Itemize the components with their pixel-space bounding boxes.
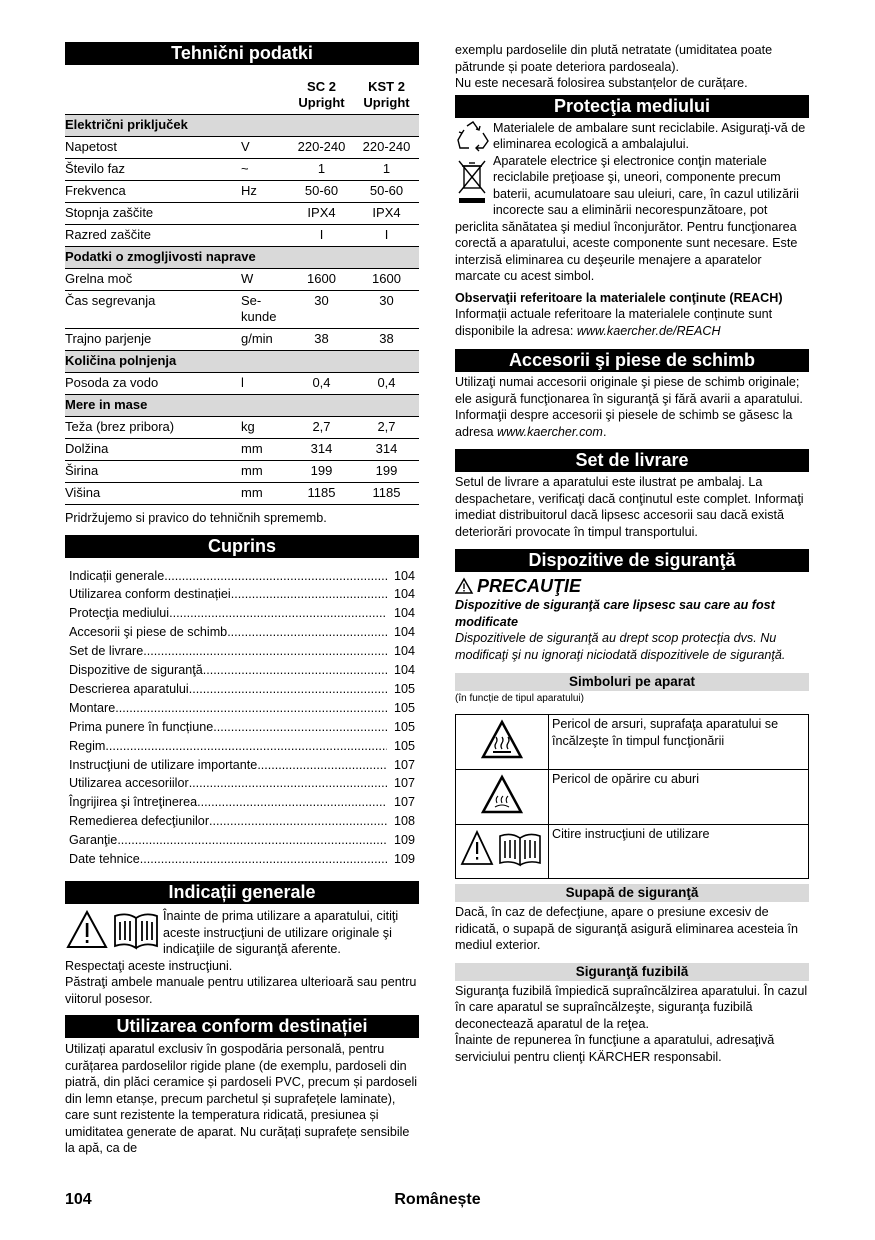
toc-leader	[209, 812, 387, 831]
table-cell-label: Širina	[65, 461, 241, 483]
indicatii-title: Indicații generale	[65, 881, 419, 904]
toc-item-label: Date tehnice	[69, 852, 140, 867]
indicatii-p2: Respectaţi aceste instrucţiuni.	[65, 958, 233, 973]
indicatii-p3: Păstraţi ambele manuale pentru utilizarea ulterioară sau pentru viitorul posesor.	[65, 975, 417, 1006]
table-cell-v2: 220-240	[354, 137, 419, 159]
table-cell-v1: 1600	[289, 269, 354, 291]
toc-item-label: Utilizarea conform destinației	[69, 587, 231, 602]
toc-item[interactable]	[69, 661, 415, 680]
precautie-title: PRECAUŢIE	[477, 576, 582, 596]
toc-item[interactable]	[69, 604, 415, 623]
table-cell-label: Razred zaščite	[65, 225, 241, 247]
toc-item[interactable]	[69, 623, 415, 642]
toc-item-label: Prima punere în funcțiune	[69, 719, 214, 734]
table-cell-v1: IPX4	[289, 203, 354, 225]
toc-item-label: Descrierea aparatului	[69, 681, 189, 696]
simboluri-title: Simboluri pe aparat	[455, 673, 809, 691]
toc-item[interactable]	[69, 737, 415, 756]
table-cell-unit: Se- kunde	[241, 291, 289, 329]
toc-leader	[143, 642, 387, 661]
toc-item[interactable]	[69, 793, 415, 812]
hot-surface-icon	[456, 715, 549, 770]
table-section-heading: Količina polnjenja	[65, 351, 419, 373]
toc-leader	[197, 793, 387, 812]
toc-item[interactable]	[69, 756, 415, 775]
reach-text: Informații actuale referitoare la materialele conținute sunt disponibile la adresa: www.kaercher.de/REACH	[455, 307, 773, 338]
table-cell-label: Frekvenca	[65, 181, 241, 203]
table-cell-v2: 1600	[354, 269, 419, 291]
toc-item-label: Dispozitive de siguranţă	[69, 663, 203, 678]
footer-language: Românește	[394, 1191, 481, 1208]
col-header-kst2: KST 2 Upright	[354, 65, 419, 115]
toc-item-label: Instrucţiuni de utilizare importante	[69, 757, 258, 772]
toc-item[interactable]	[69, 699, 415, 718]
table-cell-v2: 1185	[354, 483, 419, 505]
toc-item-page: 105	[393, 681, 415, 696]
table-cell-label: Napetost	[65, 137, 241, 159]
toc-item-label: Îngrijirea şi întreţinerea	[69, 795, 198, 810]
table-cell-unit: g/min	[241, 329, 289, 351]
table-row	[65, 373, 419, 395]
set-title: Set de livrare	[455, 449, 809, 472]
weee-bin-icon	[455, 156, 493, 208]
supapa-title: Supapă de siguranţă	[455, 884, 809, 902]
kaercher-link[interactable]: www.kaercher.com	[497, 424, 603, 439]
table-cell-unit: mm	[241, 461, 289, 483]
set-p1: Setul de livrare a aparatului este ilustrat pe ambalaj. La despachetare, verificaţi dacă conţinutul este complet. Informaţi imediat distribuitorul dacă lipsesc accesorii sau dacă există deteriorări provocate în timpul transportului.	[455, 475, 804, 539]
table-cell-v1: 38	[289, 329, 354, 351]
toc-leader	[227, 623, 387, 642]
table-section-heading: Električni priključek	[65, 115, 419, 137]
symbol-row	[456, 770, 809, 825]
table-row	[65, 439, 419, 461]
toc-item-label: Protecţia mediului	[69, 606, 170, 621]
table-cell-v2: 314	[354, 439, 419, 461]
warning-manual-icons	[65, 908, 161, 952]
toc-item-page: 104	[393, 587, 415, 602]
table-cell-v2: 38	[354, 329, 419, 351]
table-cell-label: Teža (brez pribora)	[65, 417, 241, 439]
toc-item-page: 104	[393, 606, 415, 621]
read-manual-icons	[456, 825, 549, 879]
toc-item-label: Garanţie	[69, 833, 118, 848]
table-cell-v2: 1	[354, 159, 419, 181]
table-section-heading: Podatki o zmogljivosti naprave	[65, 247, 419, 269]
toc-item-page: 107	[393, 757, 415, 772]
symbol-text: Pericol de arsuri, suprafaţa aparatului se încălzeşte în timpul funcţionării	[549, 715, 809, 770]
warning-triangle-icon	[68, 912, 106, 947]
toc-item-page: 109	[393, 852, 415, 867]
toc-item-label: Set de livrare	[69, 644, 144, 659]
toc-item-label: Utilizarea accesoriilor	[69, 776, 189, 791]
table-cell-unit	[241, 225, 289, 247]
utilizarea-title: Utilizarea conform destinației	[65, 1015, 419, 1038]
fuzibila-text2: Înainte de repunerea în funcţiune a aparatului, adresaţivă serviciului pentru clienţi KÄRCHER responsabil.	[455, 1033, 775, 1064]
toc-item-page: 104	[393, 625, 415, 640]
table-cell-v2: 199	[354, 461, 419, 483]
symbol-text: Citire instrucţiuni de utilizare	[549, 825, 809, 879]
table-cell-v1: 0,4	[289, 373, 354, 395]
recycle-icon	[455, 120, 493, 156]
table-cell-label: Višina	[65, 483, 241, 505]
utilizarea-p3: Nu este necesară folosirea substanțelor de curățare.	[455, 76, 748, 90]
tech-table	[65, 65, 419, 505]
toc-item[interactable]	[69, 774, 415, 793]
toc-leader	[105, 737, 387, 756]
table-cell-label: Trajno parjenje	[65, 329, 241, 351]
dispozitive-title: Dispozitive de siguranţă	[455, 549, 809, 572]
symbol-row	[456, 825, 809, 879]
toc-item[interactable]	[69, 850, 415, 869]
toc-item-label: Remedierea defecţiunilor	[69, 814, 210, 829]
fuzibila-text1: Siguranţa fuzibilă împiedică supraîncălzirea aparatului. În cazul în care aparatul se supraîncălzeşte, siguranţa fuzibilă deconectează aparatul de la reţea.	[455, 983, 808, 1031]
table-cell-v2: 30	[354, 291, 419, 329]
toc-leader	[189, 680, 387, 699]
table-row	[65, 417, 419, 439]
table-row	[65, 461, 419, 483]
toc-item-page: 105	[393, 719, 415, 734]
table-cell-unit: W	[241, 269, 289, 291]
toc-leader	[231, 585, 387, 604]
manual-book-icon	[115, 914, 157, 948]
table-cell-unit: mm	[241, 439, 289, 461]
toc-item[interactable]	[69, 718, 415, 737]
toc-item-label: Indicații generale	[69, 568, 165, 583]
toc-leader	[164, 567, 387, 586]
table-cell-v2: IPX4	[354, 203, 419, 225]
table-cell-unit: l	[241, 373, 289, 395]
protectia-title: Protecţia mediului	[455, 95, 809, 118]
toc-leader	[257, 756, 387, 775]
toc-item-label: Regim	[69, 738, 106, 753]
toc-item-label: Montare	[69, 700, 116, 715]
indicatii-p1: Înainte de prima utilizare a aparatului, citiţi aceste instrucţiuni de utilizare originale şi indicaţiile de siguranţă aferente.	[163, 909, 399, 956]
toc-leader	[189, 774, 387, 793]
warning-triangle-icon	[455, 577, 477, 595]
table-cell-v2: 2,7	[354, 417, 419, 439]
precautie-heading	[455, 575, 809, 597]
protectia-body	[455, 120, 809, 340]
protectia-p1: Materialele de ambalare sunt reciclabile. Asiguraţi-vă de eliminarea ecologică a ambalajului.	[493, 120, 806, 151]
precautie-subtitle: Dispozitive de siguranţă care lipsesc sau care au fost modificate	[455, 598, 775, 629]
fuzibila-title: Siguranţă fuzibilă	[455, 963, 809, 981]
protectia-p2: Aparatele electrice şi electronice conţin materiale reciclabile preţioase şi, uneori, componente precum baterii, acumulatoare sau uleiuri, care, în cazul utilizării incorecte sau a eliminării necorespunzătoare, pot periclita sănătatea şi mediul înconjurător. Pentru funcţionarea corectă a aparatului, aceste componente sunt necesare. Este interzisă eliminarea cu deşeurile menajere a aparatelor marcate cu acest simbol.	[455, 153, 799, 283]
steam-scald-icon	[456, 770, 549, 825]
toc-leader	[117, 831, 387, 850]
table-row	[65, 329, 419, 351]
table-row	[65, 269, 419, 291]
toc-item-page: 104	[393, 568, 415, 583]
precautie-text: Dispozitivele de siguranţă au drept scop protecţia dvs. Nu modificaţi şi nu ignoraţi niciodată dispozitivele de siguranţă.	[455, 631, 786, 662]
toc-item-page: 109	[393, 833, 415, 848]
table-cell-v1: 50-60	[289, 181, 354, 203]
toc-leader	[203, 661, 387, 680]
table-cell-label: Grelna moč	[65, 269, 241, 291]
table-cell-v1: I	[289, 225, 354, 247]
table-cell-label: Dolžina	[65, 439, 241, 461]
simboluri-note: (în funcție de tipul aparatului)	[455, 693, 584, 704]
toc-item-page: 105	[393, 738, 415, 753]
toc-item[interactable]	[69, 567, 415, 586]
table-cell-v1: 30	[289, 291, 354, 329]
toc-leader	[169, 604, 387, 623]
utilizarea-p2: exemplu pardoselile din plută netratate (umiditatea poate pătrunde și poate deteriora pardoseala).	[455, 43, 773, 74]
symbol-text: Pericol de opărire cu aburi	[549, 770, 809, 825]
table-cell-v2: 0,4	[354, 373, 419, 395]
accesorii-title: Accesorii şi piese de schimb	[455, 349, 809, 372]
tech-title: Tehnični podatki	[65, 42, 419, 65]
toc-item-label: Accesorii şi piese de schimb	[69, 625, 228, 640]
indicatii-body	[65, 908, 419, 1007]
warning-triangle-icon	[462, 832, 492, 864]
toc-leader	[140, 850, 387, 869]
toc-leader	[115, 699, 387, 718]
reach-title: Observaţii referitoare la materialele conţinute (REACH)	[455, 290, 783, 305]
table-row	[65, 291, 419, 329]
col-header-sc2: SC 2 Upright	[289, 65, 354, 115]
toc-item-page: 107	[393, 776, 415, 791]
table-row	[65, 483, 419, 505]
table-cell-unit: Hz	[241, 181, 289, 203]
table-cell-v1: 2,7	[289, 417, 354, 439]
toc-item-page: 105	[393, 700, 415, 715]
table-row	[65, 225, 419, 247]
table-cell-v1: 220-240	[289, 137, 354, 159]
table-row	[65, 159, 419, 181]
table-cell-v2: 50-60	[354, 181, 419, 203]
symbols-table	[455, 714, 809, 879]
toc-item-page: 107	[393, 795, 415, 810]
symbol-row	[456, 715, 809, 770]
supapa-text: Dacă, în caz de defecţiune, apare o presiune excesiv de ridicată, o supapă de siguranţă asigură eliminarea acesteia în mediul exterior.	[455, 905, 799, 952]
utilizarea-p1: Utilizați aparatul exclusiv în gospodăria personală, pentru curățarea pardoselilor rigide plane (de exemplu, pardoseli din piatră, din plăci ceramice și pardoseli PVC, precum și pardoseli din lemn etanșe, precum parchetul și suprafețele laminate), care sunt rezistente la temperatura ridicată, presiunea și umiditatea generate de aparat. Nu curățați suprafețe sensibile la apă, ca de	[65, 1042, 418, 1155]
table-cell-v1: 314	[289, 439, 354, 461]
toc-item[interactable]	[69, 812, 415, 831]
table-cell-v1: 1	[289, 159, 354, 181]
toc-item[interactable]	[69, 831, 415, 850]
table-cell-label: Čas segrevanja	[65, 291, 241, 329]
table-cell-label: Posoda za vodo	[65, 373, 241, 395]
table-cell-unit	[241, 203, 289, 225]
accesorii-p1: Utilizaţi numai accesorii originale şi piese de schimb originale; ele asigură funcţionarea în siguranţă şi fără avarii a aparatului.	[455, 375, 803, 406]
toc-item[interactable]	[69, 680, 415, 699]
toc-item-page: 104	[393, 644, 415, 659]
table-cell-label: Stopnja zaščite	[65, 203, 241, 225]
accesorii-p2: Informaţii despre accesorii şi piesele de schimb se găsesc la adresa www.kaercher.com.	[455, 408, 793, 439]
manual-book-icon	[500, 835, 540, 866]
table-cell-v1: 1185	[289, 483, 354, 505]
left-column	[65, 42, 419, 1157]
toc-item-page: 104	[393, 663, 415, 678]
reach-link[interactable]: www.kaercher.de/REACH	[576, 323, 721, 338]
table-section-heading: Mere in mase	[65, 395, 419, 417]
cuprins-title: Cuprins	[65, 535, 419, 558]
table-of-contents	[65, 567, 419, 870]
table-row	[65, 203, 419, 225]
table-row	[65, 137, 419, 159]
page-number: 104	[65, 1191, 92, 1208]
table-cell-unit: mm	[241, 483, 289, 505]
table-cell-unit: ~	[241, 159, 289, 181]
table-cell-v1: 199	[289, 461, 354, 483]
toc-item[interactable]	[69, 642, 415, 661]
toc-item[interactable]	[69, 585, 415, 604]
table-cell-unit: V	[241, 137, 289, 159]
table-cell-label: Število faz	[65, 159, 241, 181]
toc-leader	[213, 718, 387, 737]
table-row	[65, 181, 419, 203]
table-cell-v2: I	[354, 225, 419, 247]
right-column	[455, 42, 809, 1065]
toc-item-page: 108	[393, 814, 415, 829]
table-cell-unit: kg	[241, 417, 289, 439]
tech-note: Pridržujemo si pravico do tehničnih sprememb.	[65, 511, 327, 525]
